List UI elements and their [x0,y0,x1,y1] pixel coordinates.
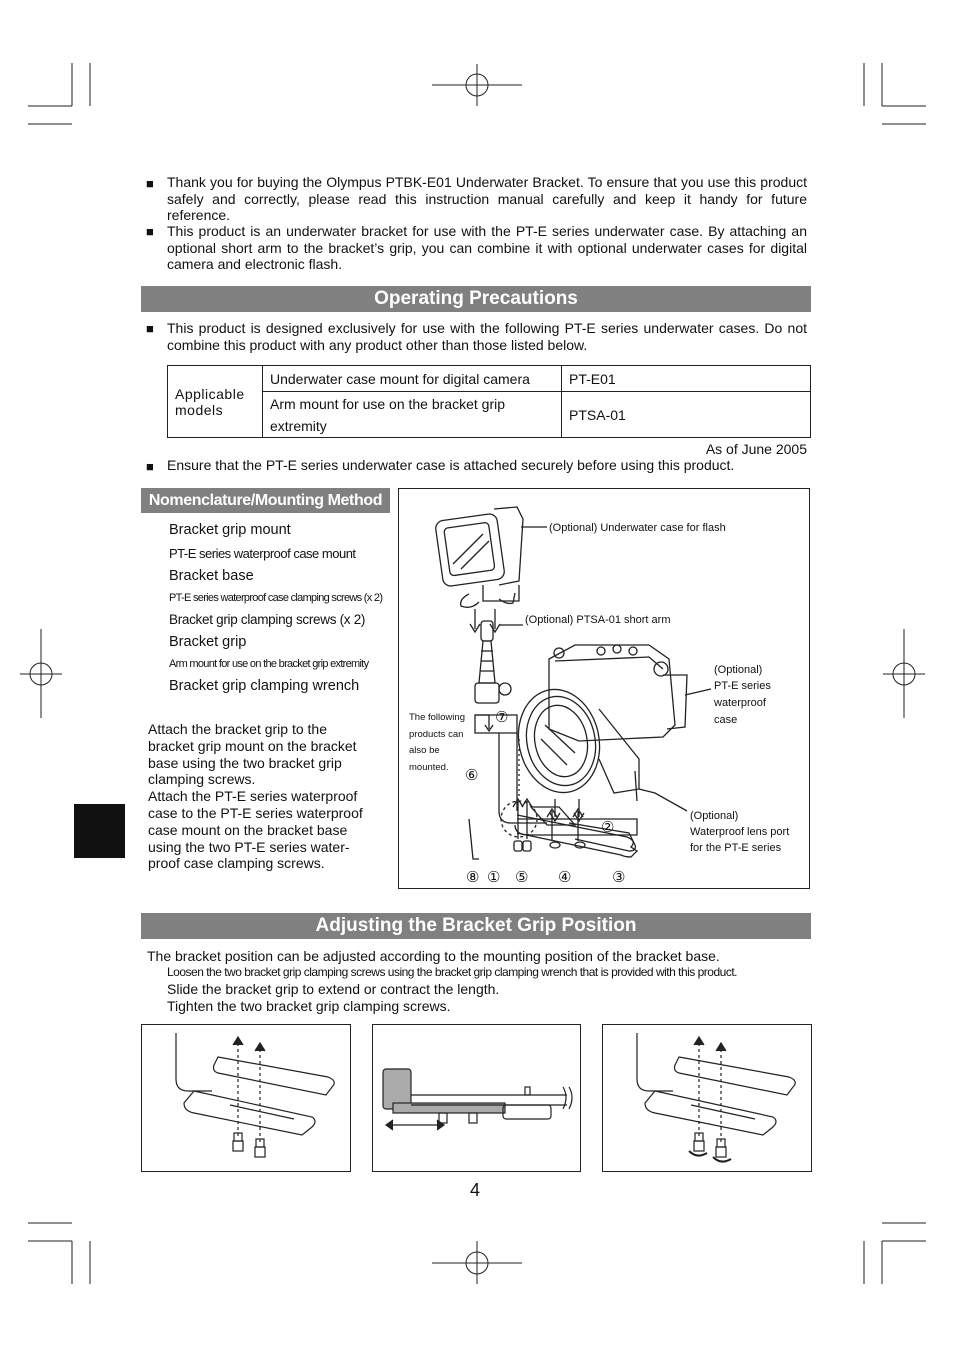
callout-2: ② [601,819,615,836]
intro-paragraph-2: This product is an underwater bracket for use with the PT-E series underwater case. By attaching an optional short arm to the bracket’s grip, you can combine it with optional underwater cases for digital camera and electronic flash. [167,223,807,272]
table-cell: PT-E01 [562,366,811,392]
adjusting-step-2: Slide the bracket grip to extend or contract the length. [167,981,500,997]
callout-8: ⑧ [466,869,480,886]
section-heading-operating-precautions: Operating Precautions [141,286,811,312]
as-of-date: As of June 2005 [705,441,807,457]
label-flash-case: (Optional) Underwater case for flash [549,522,726,534]
callout-1: ① [487,869,501,886]
part-label: Bracket grip clamping screws (x 2) [169,612,366,627]
side-tab [74,804,125,858]
callout-4: ④ [558,869,572,886]
instruction-line: case to the PT-E series waterproof [148,804,363,821]
instruction-line: base using the two bracket grip [148,754,342,771]
precaution-paragraph: This product is designed exclusively for use with the following PT-E series underwater cases. Do not combine this product with any product other than those listed below. [167,320,807,353]
bullet-icon: ■ [146,459,154,474]
table-cell: Arm mount for use on the bracket grip extremity [263,392,562,438]
part-label: Bracket base [169,568,254,584]
label-following-line: The following [409,712,465,723]
part-label: Bracket grip [169,634,247,650]
part-label: Bracket grip mount [169,522,291,538]
nomenclature-diagram [398,488,810,889]
adjusting-intro: The bracket position can be adjusted according to the mounting position of the bracket base. [147,948,720,964]
callout-6: ⑥ [465,767,479,784]
label-lens-port-line: (Optional) [690,810,739,822]
callout-3: ③ [612,869,626,886]
label-short-arm: (Optional) PTSA-01 short arm [525,614,671,626]
precaution-paragraph-2: Ensure that the PT-E series underwater case is attached securely before using this product. [167,457,735,473]
label-lens-port-line: for the PT-E series [690,842,782,854]
intro-paragraph-1: Thank you for buying the Olympus PTBK-E01 Underwater Bracket. To ensure that you use this product safely and correctly, please read this instruction manual carefully and keep it handy for future reference. [167,174,807,223]
instruction-line: Attach the bracket grip to the [148,721,327,737]
label-case-line: (Optional) [714,664,763,676]
label-following-line: mounted. [409,762,449,773]
instruction-line: clamping screws. [148,771,256,788]
label-following-line: also be [409,745,440,756]
bracket-illustration [399,489,811,890]
illustration-loosen [141,1024,351,1172]
bullet-icon: ■ [146,224,154,239]
label-case-line: PT-E series [714,680,771,692]
illustration-slide [372,1024,581,1172]
section-heading-nomenclature: Nomenclature/Mounting Method [141,488,390,513]
bullet-icon: ■ [146,176,154,191]
part-label: PT-E series waterproof case mount [169,546,356,561]
instruction-line: Attach the PT-E series waterproof [148,788,358,805]
label-following-line: products can [409,729,464,740]
part-label: PT-E series waterproof case clamping screws (x 2) [169,592,383,604]
page-number: 4 [470,1180,481,1200]
label-lens-port-line: Waterproof lens port [690,826,790,838]
table-row-header: Applicable models [168,366,263,438]
adjusting-step-3: Tighten the two bracket grip clamping screws. [167,998,451,1014]
part-label: Bracket grip clamping wrench [169,678,360,694]
mounting-instructions [148,721,363,872]
section-heading-adjusting: Adjusting the Bracket Grip Position [141,913,811,939]
part-label: Arm mount for use on the bracket grip extremity [169,658,369,670]
callout-7: ⑦ [495,709,509,726]
label-case-line: waterproof [714,697,766,709]
instruction-line: using the two PT-E series water- [148,838,350,855]
table-cell: PTSA-01 [562,392,811,438]
table-cell: Underwater case mount for digital camera [263,366,562,392]
label-case-line: case [714,714,738,726]
applicable-models-table [167,365,811,438]
bullet-icon: ■ [146,321,154,336]
instruction-line: case mount on the bracket base [148,821,348,838]
adjusting-step-1: Loosen the two bracket grip clamping screws using the bracket grip clamping wrench that is provided with this product. [167,965,737,979]
callout-5: ⑤ [515,869,529,886]
instruction-line: proof case clamping screws. [148,855,325,872]
instruction-line: bracket grip mount on the bracket [148,737,357,754]
illustration-tighten [602,1024,812,1172]
